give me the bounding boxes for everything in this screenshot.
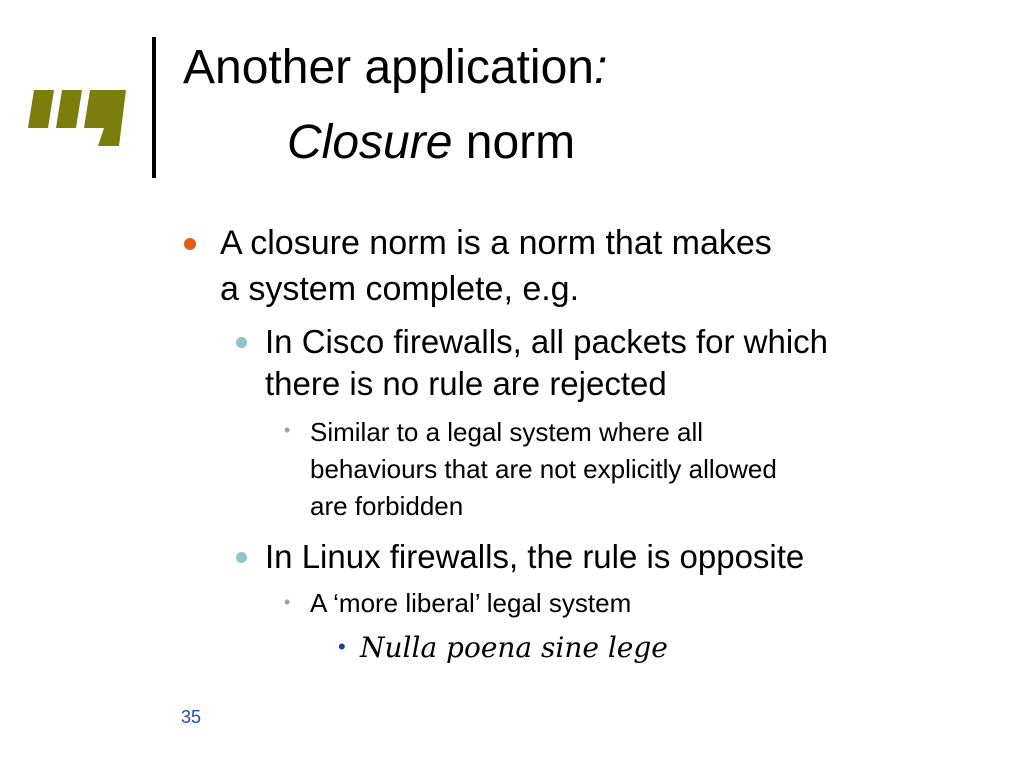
bullet-text: In Cisco firewalls, all packets for which (265, 323, 829, 360)
bullet-text: are forbidden (310, 491, 464, 521)
bullet-text: A ‘more liberal’ legal system (310, 588, 632, 618)
title-text: Another application (183, 41, 594, 94)
bullet-text: there is no rule are rejected (265, 365, 667, 402)
bullet-text: Nulla poena sine lege (360, 631, 668, 664)
logo-parallelograms-icon (28, 84, 128, 150)
bullet-text: a system complete, e.g. (220, 270, 580, 308)
title-rest: norm (452, 116, 576, 169)
page-number: 35 (181, 707, 202, 727)
bullet-dot-icon (236, 552, 247, 563)
bullet-dot-icon: • (338, 634, 346, 659)
bullet-text: behaviours that are not explicitly allowed (310, 454, 777, 484)
title-colon: : (593, 41, 608, 94)
bullet-text: In Linux firewalls, the rule is opposite (265, 538, 805, 575)
bullet-text: A closure norm is a norm that makes (220, 224, 772, 262)
bullet-dot-icon (184, 238, 196, 250)
slide-title-line1 (183, 38, 607, 98)
title-italic-word: Closure (287, 116, 453, 169)
bullet-dot-icon (236, 337, 247, 348)
bullet-dot-icon: • (284, 420, 291, 440)
slide-title-line2 (287, 113, 575, 173)
bullet-dot-icon: • (284, 592, 291, 612)
title-divider (152, 37, 156, 178)
bullet-text: Similar to a legal system where all (310, 417, 704, 447)
